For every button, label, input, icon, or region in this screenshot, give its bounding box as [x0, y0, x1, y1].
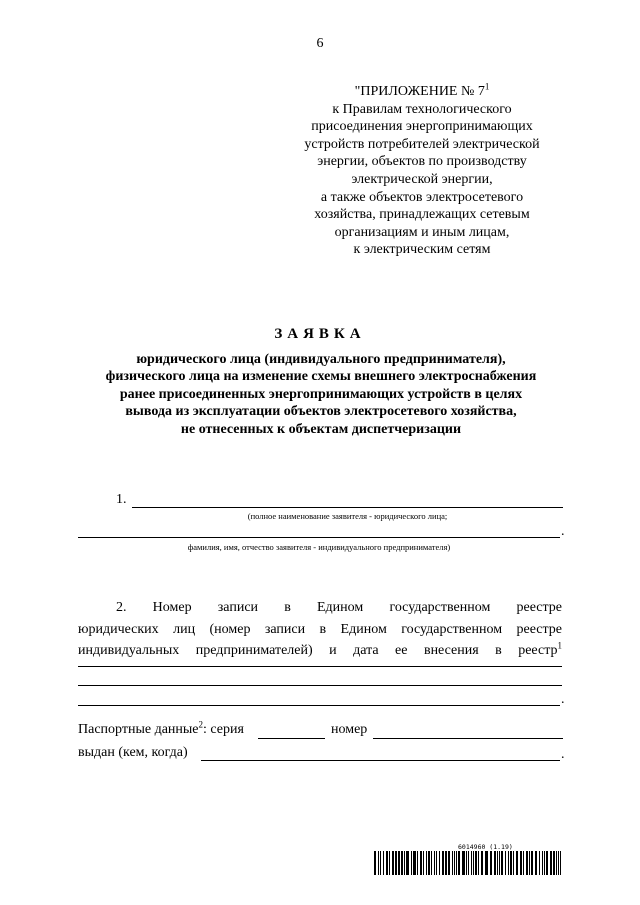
item1-end-period: .	[561, 524, 565, 539]
item2-paragraph	[78, 597, 562, 662]
appendix-header	[262, 83, 582, 259]
appendix-line-8: организациям и иным лицам,	[334, 224, 510, 240]
barcode-id: 6014960 (1.19)	[458, 843, 513, 851]
appendix-line-9: к электрическим сетям	[353, 242, 491, 258]
item1-number: 1.	[116, 492, 127, 507]
appendix-line-4: энергии, объектов по производству	[317, 154, 527, 170]
subtitle-line-0: юридического лица (индивидуального предпринимателя),	[136, 352, 506, 367]
appendix-line-1: к Правилам технологического	[332, 101, 512, 117]
footnote-mark: 2	[198, 719, 204, 730]
passport-number-field[interactable]	[373, 738, 563, 739]
item2-line-2: индивидуальных предпринимателей) и дата ее внесения в реестр$^1$	[78, 640, 562, 658]
document-title: ЗАЯВКА	[274, 326, 366, 342]
subtitle-line-4: не отнесенных к объектам диспетчеризации	[180, 421, 462, 437]
passport-number-label: номер	[331, 722, 368, 737]
item1-caption-2: фамилия, имя, отчество заявителя - индивидуального предпринимателя)	[187, 542, 451, 552]
applicant-name-line-2[interactable]	[78, 537, 560, 538]
item2-line-1: юридических лиц (номер записи в Едином государственном реестре	[78, 621, 562, 637]
footnote-mark: 1	[557, 640, 562, 651]
item1-caption-1: (полное наименование заявителя - юридического лица;	[247, 511, 448, 521]
appendix-line-7: хозяйства, принадлежащих сетевым	[314, 207, 530, 223]
applicant-name-line[interactable]	[132, 507, 563, 508]
appendix-line-0: "ПРИЛОЖЕНИЕ № $7^1$	[354, 81, 490, 99]
registry-line-3[interactable]	[78, 705, 560, 706]
appendix-line-5: электрической энергии,	[351, 171, 493, 187]
passport-issued-label: выдан (кем, когда)	[78, 745, 188, 760]
appendix-line-3: устройств потребителей электрической	[304, 136, 540, 152]
barcode-image	[374, 851, 564, 875]
item2-end-period: .	[561, 692, 565, 707]
registry-line-2[interactable]	[78, 685, 562, 686]
appendix-line-6: а также объектов электросетевого	[320, 189, 524, 205]
subtitle-line-1: физического лица на изменение схемы внешнего электроснабжения	[105, 369, 537, 385]
appendix-line-2: присоединения энергопринимающих	[311, 119, 533, 135]
subtitle-line-2: ранее присоединенных энергопринимающих устройств в целях	[119, 386, 523, 402]
page-number: 6	[316, 36, 324, 51]
footnote-mark: 1	[484, 81, 490, 92]
item2-line-0: 2. Номер записи в Едином государственном реестре	[116, 600, 562, 615]
registry-line-1[interactable]	[78, 666, 562, 667]
passport-series-field[interactable]	[258, 738, 325, 739]
passport-label: Паспортные данные$^2$: серия	[78, 719, 244, 737]
subtitle-line-3: вывода из эксплуатации объектов электросетевого хозяйства,	[125, 404, 517, 420]
passport-end-period: .	[561, 747, 565, 762]
document-subtitle	[60, 351, 582, 438]
passport-issued-field[interactable]	[201, 760, 560, 761]
